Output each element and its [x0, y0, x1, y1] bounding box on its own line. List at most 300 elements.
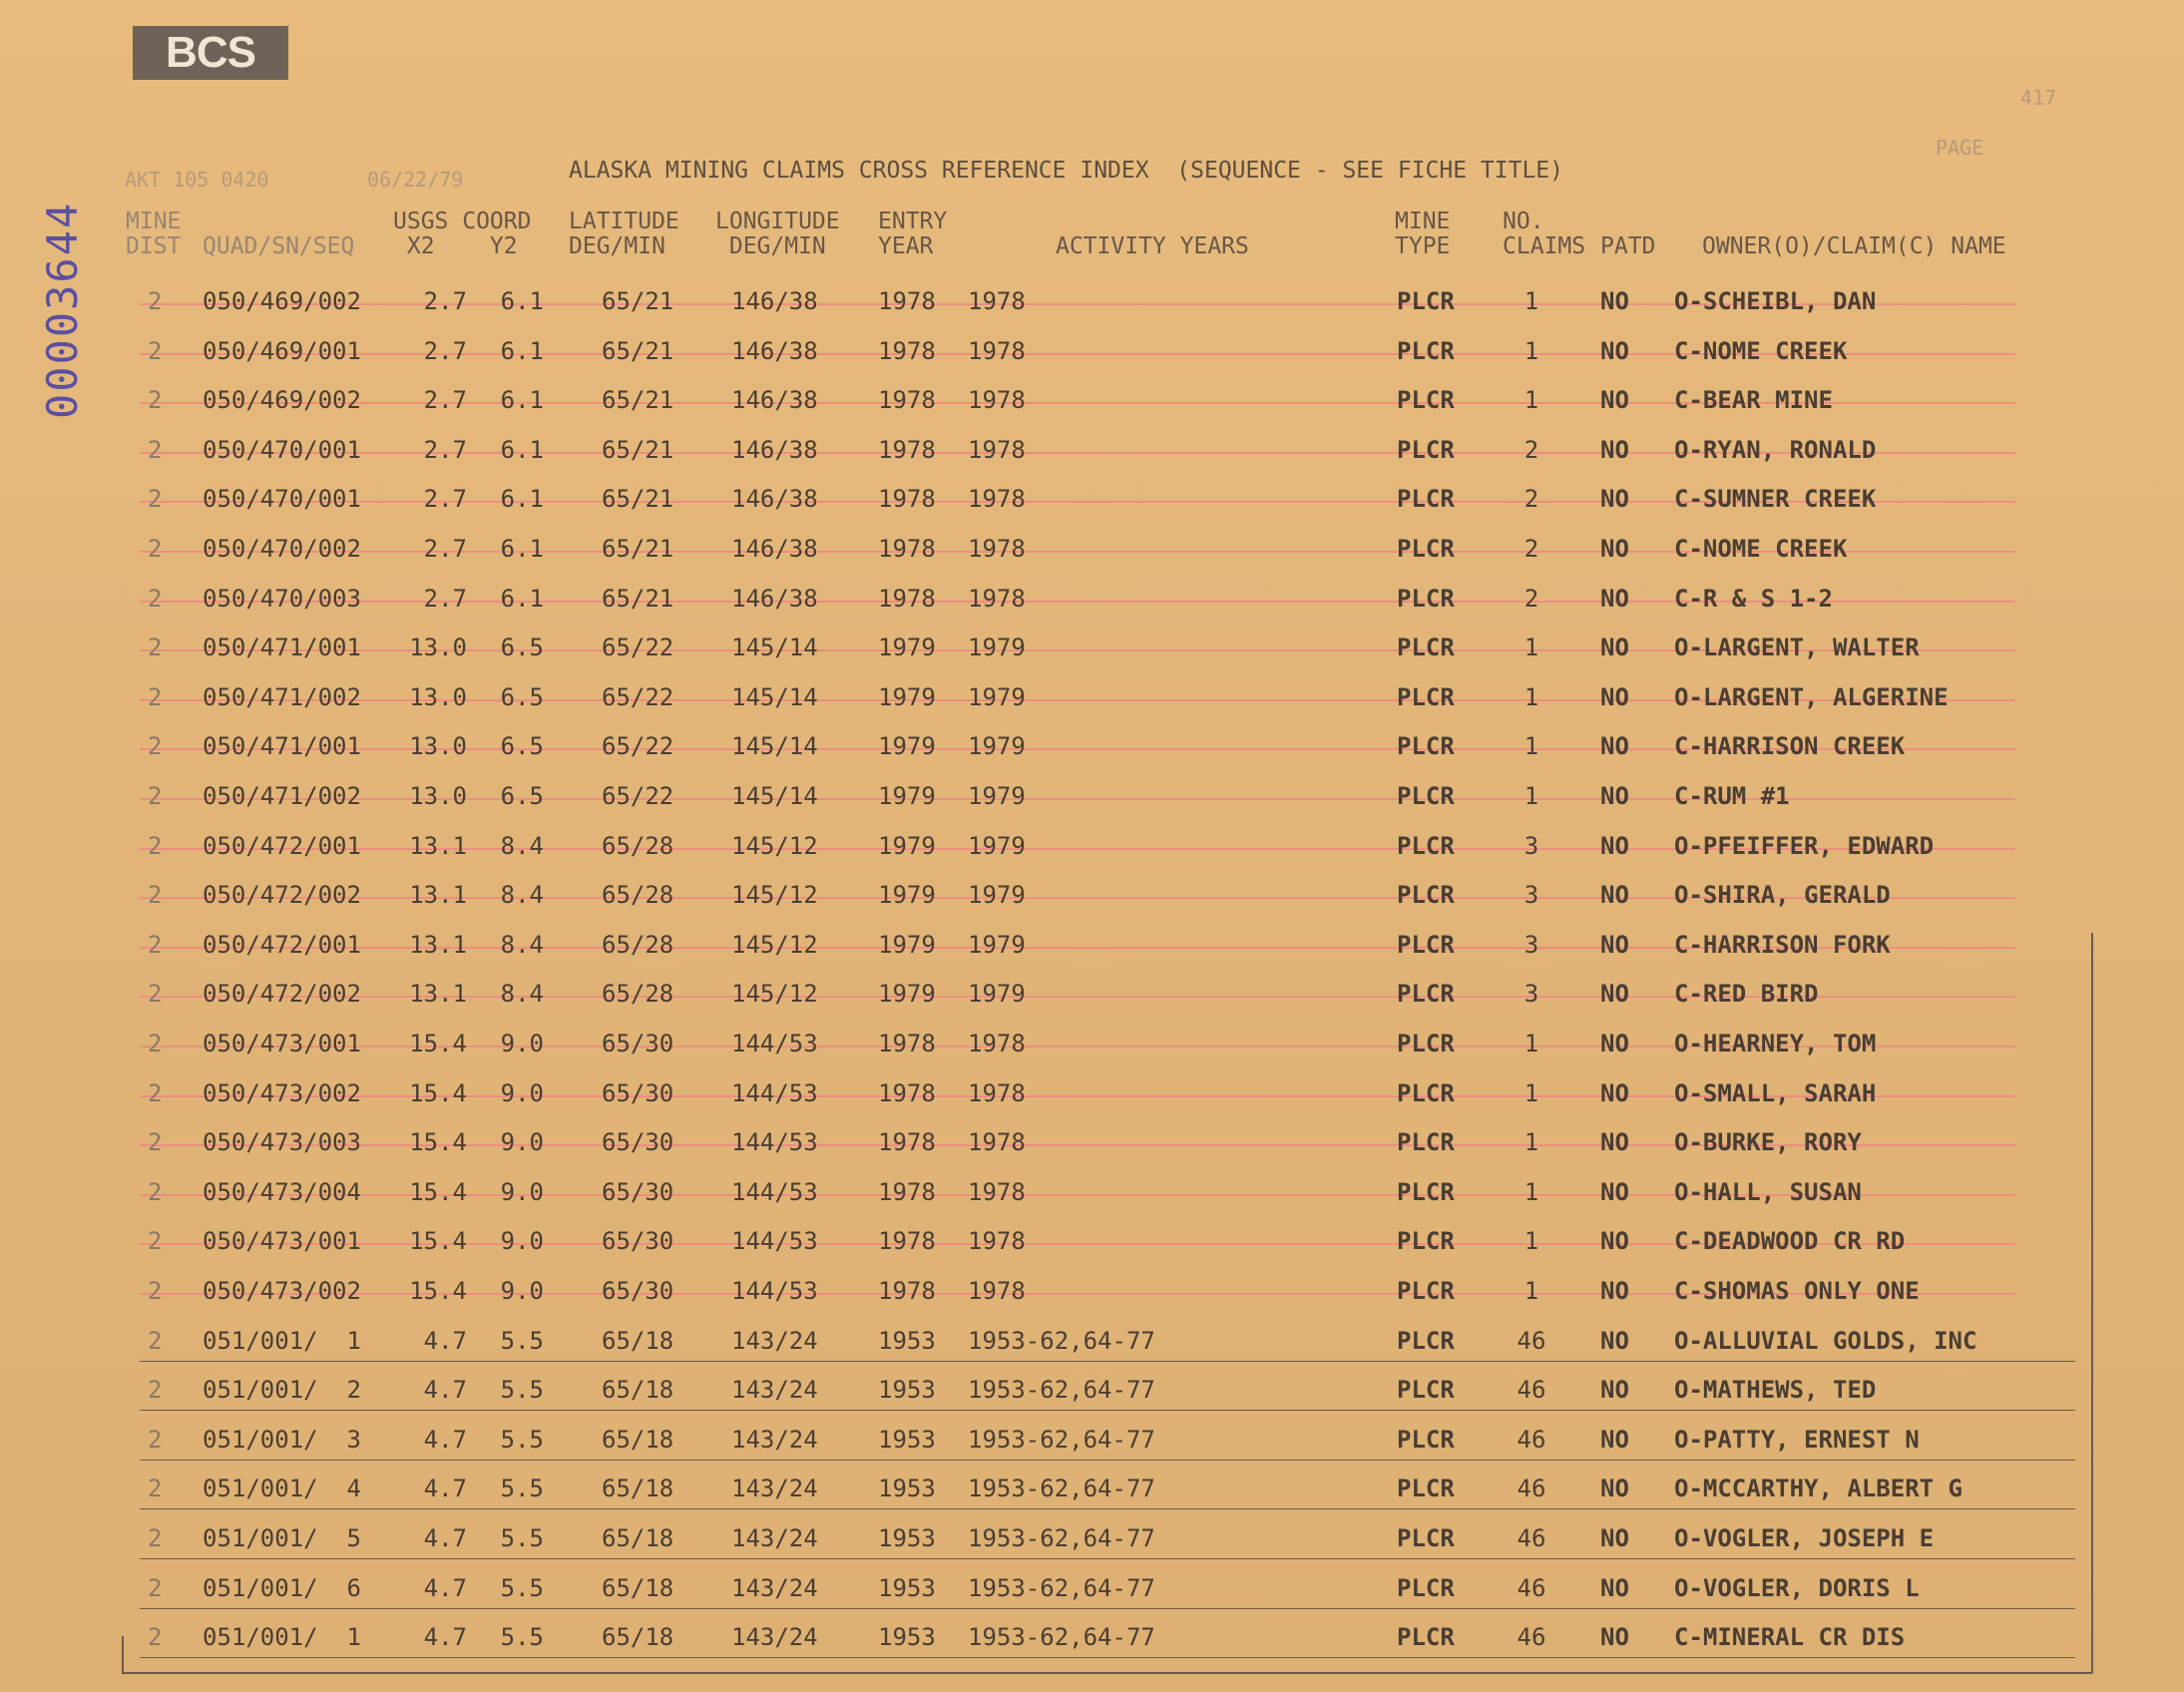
no-claims-cell: 46: [1517, 1574, 1546, 1602]
latitude-cell: 65/28: [602, 832, 674, 860]
usgs-y2-cell: 9.0: [500, 1128, 544, 1156]
activity-years-cell: 1979: [968, 931, 1026, 959]
activity-years-cell: 1979: [968, 683, 1026, 711]
mine-type-cell: PLCR: [1397, 1128, 1455, 1156]
latitude-cell: 65/30: [602, 1030, 674, 1058]
patd-cell: NO: [1600, 386, 1629, 414]
patd-cell: NO: [1600, 1030, 1629, 1058]
longitude-cell: 143/24: [731, 1524, 818, 1552]
owner-claim-cell: O-VOGLER, DORIS L: [1674, 1574, 1920, 1602]
latitude-cell: 65/18: [602, 1524, 674, 1552]
latitude-cell: 65/18: [602, 1623, 674, 1651]
usgs-x2-cell: 4.7: [423, 1475, 467, 1502]
mine-type-cell: PLCR: [1397, 683, 1455, 711]
longitude-cell: 146/38: [731, 337, 818, 365]
no-claims-cell: 1: [1524, 1079, 1539, 1107]
usgs-y2-cell: 9.0: [500, 1227, 544, 1255]
owner-claim-cell: O-SHIRA, GERALD: [1674, 881, 1891, 909]
entry-year-cell: 1978: [878, 535, 936, 563]
entry-year-cell: 1978: [878, 386, 936, 414]
usgs-y2-cell: 5.5: [500, 1524, 544, 1552]
owner-claim-cell: O-RYAN, RONALD: [1674, 436, 1877, 464]
mine-type-cell: PLCR: [1397, 634, 1455, 661]
no-claims-cell: 2: [1524, 535, 1539, 563]
owner-claim-cell: C-DEADWOOD CR RD: [1674, 1227, 1906, 1255]
longitude-cell: 146/38: [731, 585, 818, 613]
latitude-cell: 65/21: [602, 436, 674, 464]
latitude-cell: 65/30: [602, 1227, 674, 1255]
patd-cell: NO: [1600, 832, 1629, 860]
mine-dist-cell: 2: [148, 535, 163, 563]
entry-year-cell: 1953: [878, 1426, 936, 1454]
usgs-x2-cell: 13.0: [409, 732, 467, 760]
latitude-cell: 65/21: [602, 535, 674, 563]
entry-year-cell: 1979: [878, 634, 936, 661]
usgs-x2-cell: 15.4: [409, 1178, 467, 1206]
patd-cell: NO: [1600, 1623, 1629, 1651]
owner-claim-cell: O-PFEIFFER, EDWARD: [1674, 832, 1935, 860]
quad-seq-cell: 050/472/001: [203, 832, 361, 860]
table-row: [0, 1469, 2184, 1516]
patd-cell: NO: [1600, 1426, 1629, 1454]
usgs-x2-cell: 13.1: [409, 881, 467, 909]
latitude-cell: 65/30: [602, 1277, 674, 1305]
table-row: [0, 1420, 2184, 1468]
mine-dist-cell: 2: [148, 1623, 163, 1651]
quad-seq-cell: 050/472/002: [203, 881, 361, 909]
quad-seq-cell: 050/471/002: [203, 683, 361, 711]
strike-line: [140, 1608, 2075, 1609]
usgs-y2-cell: 9.0: [500, 1277, 544, 1305]
patd-cell: NO: [1600, 782, 1629, 810]
longitude-cell: 144/53: [731, 1178, 818, 1206]
usgs-x2-cell: 4.7: [423, 1426, 467, 1454]
no-claims-cell: 3: [1524, 881, 1539, 909]
table-row: [0, 1172, 2184, 1220]
report-title: ALASKA MINING CLAIMS CROSS REFERENCE INDEX (SEQUENCE - SEE FICHE TITLE): [569, 158, 1563, 184]
mine-dist-cell: 2: [148, 931, 163, 959]
no-claims-cell: 1: [1524, 386, 1539, 414]
mine-dist-cell: 2: [148, 1178, 163, 1206]
longitude-cell: 145/14: [731, 732, 818, 760]
owner-claim-cell: O-PATTY, ERNEST N: [1674, 1426, 1920, 1454]
activity-years-cell: 1979: [968, 732, 1026, 760]
no-claims-cell: 1: [1524, 683, 1539, 711]
quad-seq-cell: 050/471/002: [203, 782, 361, 810]
patd-cell: NO: [1600, 683, 1629, 711]
col-header-activity-years: ACTIVITY YEARS: [1056, 233, 1249, 259]
usgs-y2-cell: 6.1: [500, 436, 544, 464]
latitude-cell: 65/18: [602, 1426, 674, 1454]
entry-year-cell: 1978: [878, 287, 936, 315]
mine-type-cell: PLCR: [1397, 1475, 1455, 1502]
usgs-x2-cell: 2.7: [423, 585, 467, 613]
mine-type-cell: PLCR: [1397, 881, 1455, 909]
mine-type-cell: PLCR: [1397, 732, 1455, 760]
table-row: [0, 1617, 2184, 1665]
patd-cell: NO: [1600, 436, 1629, 464]
usgs-x2-cell: 13.1: [409, 832, 467, 860]
activity-years-cell: 1953-62,64-77: [968, 1623, 1155, 1651]
mine-type-cell: PLCR: [1397, 1327, 1455, 1355]
no-claims-cell: 1: [1524, 1227, 1539, 1255]
latitude-cell: 65/18: [602, 1376, 674, 1404]
bcs-logo: BCS: [133, 26, 288, 80]
entry-year-cell: 1979: [878, 832, 936, 860]
patd-cell: NO: [1600, 337, 1629, 365]
longitude-cell: 145/14: [731, 634, 818, 661]
no-claims-cell: 1: [1524, 287, 1539, 315]
longitude-cell: 146/38: [731, 386, 818, 414]
table-row: [0, 479, 2184, 527]
col-header-entry-year: ENTRY YEAR: [878, 209, 948, 259]
mine-type-cell: PLCR: [1397, 832, 1455, 860]
col-header-mine-dist: MINE DIST: [126, 209, 182, 259]
activity-years-cell: 1978: [968, 1178, 1026, 1206]
latitude-cell: 65/21: [602, 485, 674, 513]
mine-type-cell: PLCR: [1397, 337, 1455, 365]
table-row: [0, 529, 2184, 577]
usgs-x2-cell: 13.1: [409, 931, 467, 959]
no-claims-cell: 2: [1524, 436, 1539, 464]
mine-dist-cell: 2: [148, 1524, 163, 1552]
usgs-x2-cell: 4.7: [423, 1376, 467, 1404]
patd-cell: NO: [1600, 1475, 1629, 1502]
table-row: [0, 925, 2184, 973]
activity-years-cell: 1978: [968, 1128, 1026, 1156]
entry-year-cell: 1953: [878, 1475, 936, 1502]
no-claims-cell: 2: [1524, 585, 1539, 613]
col-header-latitude: LATITUDE DEG/MIN: [569, 209, 679, 259]
patd-cell: NO: [1600, 1277, 1629, 1305]
activity-years-cell: 1978: [968, 337, 1026, 365]
mine-dist-cell: 2: [148, 1128, 163, 1156]
owner-claim-cell: O-MCCARTHY, ALBERT G: [1674, 1475, 1963, 1502]
longitude-cell: 143/24: [731, 1475, 818, 1502]
latitude-cell: 65/21: [602, 386, 674, 414]
mine-type-cell: PLCR: [1397, 1178, 1455, 1206]
usgs-y2-cell: 5.5: [500, 1327, 544, 1355]
quad-seq-cell: 050/473/002: [203, 1277, 361, 1305]
latitude-cell: 65/30: [602, 1178, 674, 1206]
longitude-cell: 143/24: [731, 1327, 818, 1355]
owner-claim-cell: C-SUMNER CREEK: [1674, 485, 1877, 513]
owner-claim-cell: C-NOME CREEK: [1674, 337, 1848, 365]
usgs-x2-cell: 4.7: [423, 1524, 467, 1552]
mine-dist-cell: 2: [148, 1327, 163, 1355]
mine-dist-cell: 2: [148, 881, 163, 909]
mine-type-cell: PLCR: [1397, 1574, 1455, 1602]
owner-claim-cell: C-RUM #1: [1674, 782, 1790, 810]
quad-seq-cell: 050/473/003: [203, 1128, 361, 1156]
no-claims-cell: 46: [1517, 1475, 1546, 1502]
activity-years-cell: 1978: [968, 585, 1026, 613]
mine-dist-cell: 2: [148, 634, 163, 661]
activity-years-cell: 1978: [968, 1227, 1026, 1255]
owner-claim-cell: O-LARGENT, WALTER: [1674, 634, 1920, 661]
no-claims-cell: 3: [1524, 931, 1539, 959]
patd-cell: NO: [1600, 1079, 1629, 1107]
entry-year-cell: 1953: [878, 1574, 936, 1602]
longitude-cell: 145/12: [731, 832, 818, 860]
usgs-x2-cell: 2.7: [423, 535, 467, 563]
latitude-cell: 65/28: [602, 881, 674, 909]
entry-year-cell: 1978: [878, 585, 936, 613]
quad-seq-cell: 050/473/001: [203, 1227, 361, 1255]
mine-type-cell: PLCR: [1397, 386, 1455, 414]
col-header-longitude: LONGITUDE DEG/MIN: [715, 209, 840, 259]
longitude-cell: 144/53: [731, 1227, 818, 1255]
mine-dist-cell: 2: [148, 832, 163, 860]
activity-years-cell: 1978: [968, 1030, 1026, 1058]
col-header-usgs-coord: USGS COORD X2 Y2: [393, 209, 532, 259]
longitude-cell: 146/38: [731, 485, 818, 513]
usgs-x2-cell: 15.4: [409, 1079, 467, 1107]
longitude-cell: 144/53: [731, 1079, 818, 1107]
usgs-y2-cell: 6.5: [500, 683, 544, 711]
usgs-y2-cell: 8.4: [500, 931, 544, 959]
latitude-cell: 65/22: [602, 782, 674, 810]
frame-line: [122, 1672, 2092, 1674]
no-claims-cell: 46: [1517, 1524, 1546, 1552]
mine-dist-cell: 2: [148, 782, 163, 810]
mine-dist-cell: 2: [148, 1277, 163, 1305]
quad-seq-cell: 050/470/002: [203, 535, 361, 563]
usgs-x2-cell: 15.4: [409, 1227, 467, 1255]
mine-type-cell: PLCR: [1397, 287, 1455, 315]
col-header-patd: PATD: [1600, 233, 1656, 259]
activity-years-cell: 1978: [968, 436, 1026, 464]
entry-year-cell: 1953: [878, 1623, 936, 1651]
mine-dist-cell: 2: [148, 1426, 163, 1454]
mine-type-cell: PLCR: [1397, 980, 1455, 1008]
mine-type-cell: PLCR: [1397, 1376, 1455, 1404]
usgs-y2-cell: 6.5: [500, 732, 544, 760]
mine-type-cell: PLCR: [1397, 1227, 1455, 1255]
usgs-y2-cell: 6.1: [500, 585, 544, 613]
table-row: [0, 974, 2184, 1022]
entry-year-cell: 1953: [878, 1376, 936, 1404]
no-claims-cell: 3: [1524, 832, 1539, 860]
longitude-cell: 144/53: [731, 1030, 818, 1058]
longitude-cell: 145/14: [731, 782, 818, 810]
col-header-owner-claim: OWNER(O)/CLAIM(C) NAME: [1702, 233, 2006, 259]
owner-claim-cell: O-HEARNEY, TOM: [1674, 1030, 1877, 1058]
usgs-y2-cell: 5.5: [500, 1376, 544, 1404]
table-row: [0, 281, 2184, 329]
owner-claim-cell: C-SHOMAS ONLY ONE: [1674, 1277, 1920, 1305]
mine-type-cell: PLCR: [1397, 1623, 1455, 1651]
activity-years-cell: 1953-62,64-77: [968, 1475, 1155, 1502]
mine-type-cell: PLCR: [1397, 585, 1455, 613]
activity-years-cell: 1953-62,64-77: [968, 1376, 1155, 1404]
report-date: 06/22/79: [367, 168, 464, 192]
entry-year-cell: 1978: [878, 1128, 936, 1156]
owner-claim-cell: O-BURKE, RORY: [1674, 1128, 1862, 1156]
activity-years-cell: 1953-62,64-77: [968, 1574, 1155, 1602]
usgs-y2-cell: 6.1: [500, 337, 544, 365]
mine-dist-cell: 2: [148, 436, 163, 464]
quad-seq-cell: 050/472/001: [203, 931, 361, 959]
quad-seq-cell: 050/470/001: [203, 485, 361, 513]
strike-line: [140, 1657, 2075, 1658]
latitude-cell: 65/18: [602, 1574, 674, 1602]
latitude-cell: 65/28: [602, 931, 674, 959]
mine-type-cell: PLCR: [1397, 1030, 1455, 1058]
longitude-cell: 146/38: [731, 287, 818, 315]
activity-years-cell: 1979: [968, 782, 1026, 810]
table-row: [0, 726, 2184, 774]
mine-dist-cell: 2: [148, 1079, 163, 1107]
activity-years-cell: 1979: [968, 634, 1026, 661]
strike-line: [140, 1558, 2075, 1559]
longitude-cell: 145/14: [731, 683, 818, 711]
quad-seq-cell: 050/473/004: [203, 1178, 361, 1206]
quad-seq-cell: 050/473/001: [203, 1030, 361, 1058]
mine-type-cell: PLCR: [1397, 485, 1455, 513]
mine-dist-cell: 2: [148, 1030, 163, 1058]
entry-year-cell: 1978: [878, 1277, 936, 1305]
entry-year-cell: 1978: [878, 436, 936, 464]
table-row: [0, 1024, 2184, 1071]
patd-cell: NO: [1600, 881, 1629, 909]
quad-seq-cell: 050/470/001: [203, 436, 361, 464]
usgs-x2-cell: 4.7: [423, 1574, 467, 1602]
no-claims-cell: 1: [1524, 634, 1539, 661]
longitude-cell: 145/12: [731, 980, 818, 1008]
latitude-cell: 65/28: [602, 980, 674, 1008]
patd-cell: NO: [1600, 1524, 1629, 1552]
usgs-y2-cell: 8.4: [500, 881, 544, 909]
owner-claim-cell: C-HARRISON CREEK: [1674, 732, 1906, 760]
usgs-x2-cell: 4.7: [423, 1327, 467, 1355]
mine-type-cell: PLCR: [1397, 782, 1455, 810]
patd-cell: NO: [1600, 634, 1629, 661]
owner-claim-cell: C-RED BIRD: [1674, 980, 1819, 1008]
latitude-cell: 65/21: [602, 337, 674, 365]
table-row: [0, 579, 2184, 627]
usgs-y2-cell: 6.5: [500, 782, 544, 810]
mine-dist-cell: 2: [148, 287, 163, 315]
table-row: [0, 677, 2184, 725]
quad-seq-cell: 050/469/002: [203, 287, 361, 315]
latitude-cell: 65/21: [602, 585, 674, 613]
activity-years-cell: 1978: [968, 1079, 1026, 1107]
longitude-cell: 145/12: [731, 931, 818, 959]
mine-dist-cell: 2: [148, 1574, 163, 1602]
strike-line: [140, 1460, 2075, 1461]
activity-years-cell: 1953-62,64-77: [968, 1327, 1155, 1355]
entry-year-cell: 1953: [878, 1327, 936, 1355]
no-claims-cell: 1: [1524, 1277, 1539, 1305]
table-row: [0, 430, 2184, 478]
quad-seq-cell: 051/001/ 4: [203, 1475, 361, 1502]
usgs-y2-cell: 5.5: [500, 1426, 544, 1454]
usgs-x2-cell: 13.0: [409, 683, 467, 711]
owner-claim-cell: O-MATHEWS, TED: [1674, 1376, 1877, 1404]
usgs-y2-cell: 6.1: [500, 287, 544, 315]
entry-year-cell: 1979: [878, 931, 936, 959]
no-claims-cell: 1: [1524, 1030, 1539, 1058]
entry-year-cell: 1978: [878, 1030, 936, 1058]
longitude-cell: 146/38: [731, 436, 818, 464]
owner-claim-cell: O-HALL, SUSAN: [1674, 1178, 1862, 1206]
owner-claim-cell: C-BEAR MINE: [1674, 386, 1833, 414]
no-claims-cell: 1: [1524, 782, 1539, 810]
latitude-cell: 65/18: [602, 1327, 674, 1355]
table-row: [0, 776, 2184, 824]
entry-year-cell: 1979: [878, 782, 936, 810]
usgs-y2-cell: 6.1: [500, 485, 544, 513]
table-row: [0, 1073, 2184, 1121]
no-claims-cell: 46: [1517, 1623, 1546, 1651]
mine-dist-cell: 2: [148, 1475, 163, 1502]
no-claims-cell: 3: [1524, 980, 1539, 1008]
longitude-cell: 145/12: [731, 881, 818, 909]
owner-claim-cell: O-SMALL, SARAH: [1674, 1079, 1877, 1107]
col-header-quad: QUAD/SN/SEQ: [203, 233, 355, 259]
mine-dist-cell: 2: [148, 732, 163, 760]
activity-years-cell: 1979: [968, 980, 1026, 1008]
entry-year-cell: 1979: [878, 881, 936, 909]
mine-dist-cell: 2: [148, 485, 163, 513]
mine-dist-cell: 2: [148, 337, 163, 365]
table-row: [0, 331, 2184, 379]
owner-claim-cell: C-MINERAL CR DIS: [1674, 1623, 1906, 1651]
activity-years-cell: 1978: [968, 386, 1026, 414]
quad-seq-cell: 051/001/ 1: [203, 1327, 361, 1355]
quad-seq-cell: 050/470/003: [203, 585, 361, 613]
usgs-y2-cell: 8.4: [500, 832, 544, 860]
strike-line: [140, 1361, 2075, 1362]
latitude-cell: 65/30: [602, 1128, 674, 1156]
patd-cell: NO: [1600, 732, 1629, 760]
quad-seq-cell: 050/471/001: [203, 732, 361, 760]
activity-years-cell: 1979: [968, 881, 1026, 909]
table-row: [0, 1321, 2184, 1369]
activity-years-cell: 1978: [968, 535, 1026, 563]
table-row: [0, 1518, 2184, 1566]
usgs-y2-cell: 5.5: [500, 1623, 544, 1651]
patd-cell: NO: [1600, 1178, 1629, 1206]
no-claims-cell: 46: [1517, 1376, 1546, 1404]
usgs-y2-cell: 9.0: [500, 1178, 544, 1206]
mine-dist-cell: 2: [148, 1227, 163, 1255]
activity-years-cell: 1979: [968, 832, 1026, 860]
entry-year-cell: 1979: [878, 980, 936, 1008]
longitude-cell: 144/53: [731, 1128, 818, 1156]
usgs-x2-cell: 4.7: [423, 1623, 467, 1651]
mine-dist-cell: 2: [148, 386, 163, 414]
mine-type-cell: PLCR: [1397, 1426, 1455, 1454]
latitude-cell: 65/22: [602, 732, 674, 760]
quad-seq-cell: 051/001/ 5: [203, 1524, 361, 1552]
longitude-cell: 146/38: [731, 535, 818, 563]
patd-cell: NO: [1600, 485, 1629, 513]
usgs-x2-cell: 13.1: [409, 980, 467, 1008]
quad-seq-cell: 050/469/001: [203, 337, 361, 365]
patd-cell: NO: [1600, 1327, 1629, 1355]
table-row: [0, 1568, 2184, 1616]
usgs-x2-cell: 15.4: [409, 1030, 467, 1058]
mine-type-cell: PLCR: [1397, 1277, 1455, 1305]
usgs-x2-cell: 2.7: [423, 485, 467, 513]
no-claims-cell: 46: [1517, 1426, 1546, 1454]
patd-cell: NO: [1600, 1128, 1629, 1156]
usgs-y2-cell: 9.0: [500, 1030, 544, 1058]
entry-year-cell: 1979: [878, 732, 936, 760]
owner-claim-cell: O-SCHEIBL, DAN: [1674, 287, 1877, 315]
